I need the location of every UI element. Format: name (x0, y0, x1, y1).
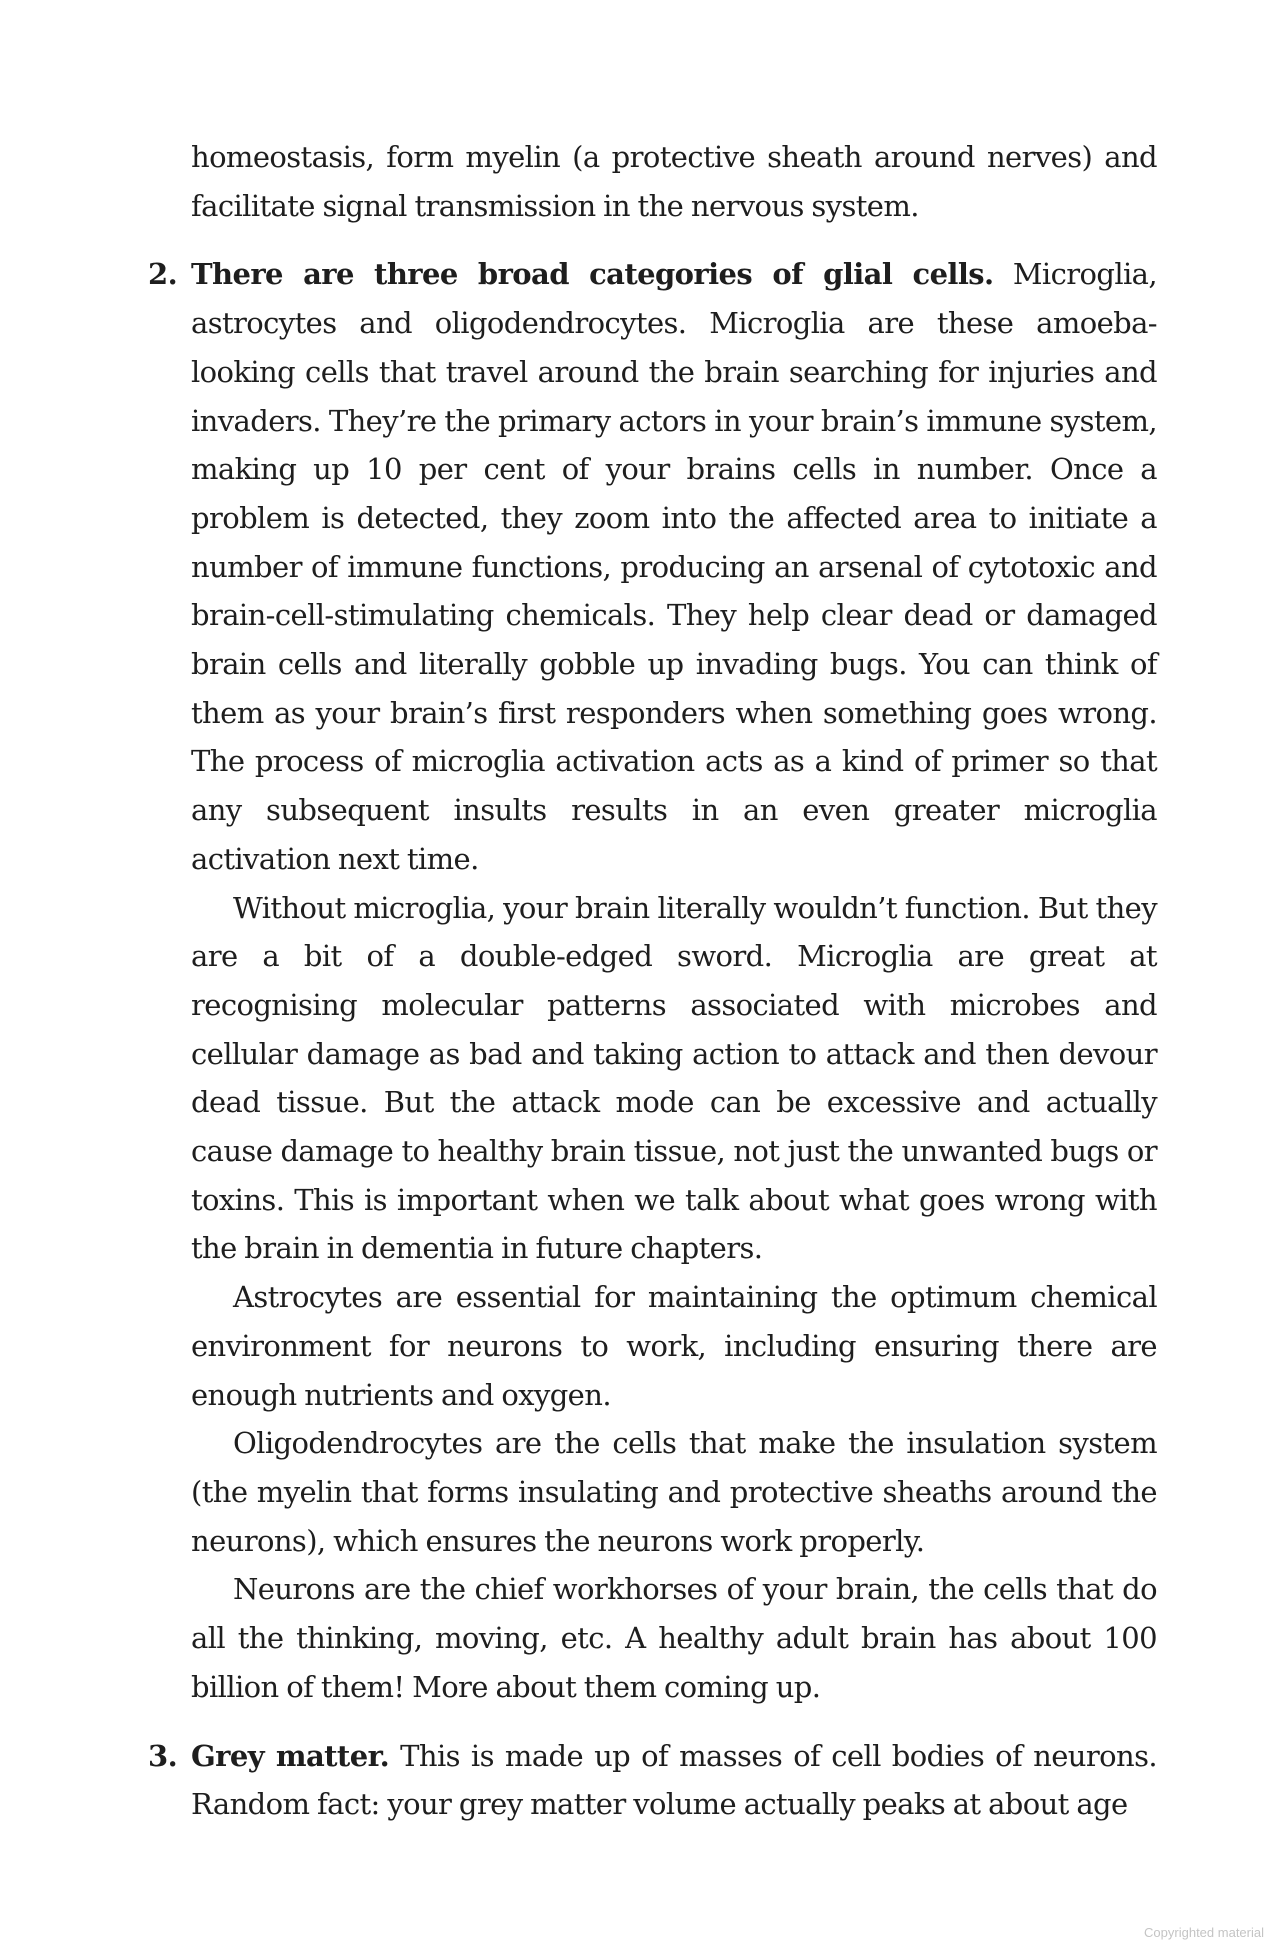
paragraph-astrocytes: Astrocytes are essential for maintaining the optimum chemical environment for neurons to work, including ensuring there are enough nutrients and oxygen. (191, 1280, 1157, 1412)
list-number: 3. (148, 1738, 178, 1773)
paragraph-microglia: Without microglia, your brain literally wouldn’t function. But they are a bit of a double-edged sword. Microglia are great at recognising molecular patterns associated with microbes and cellular damage as bad and taking action to attack and then devour dead tissue. But the attack mode can be excessive and actually cause damage to healthy brain tissue, not just the unwanted bugs or toxins. This is important when we talk about what goes wrong with the brain in dementia in future chapters. (191, 890, 1157, 1266)
copyright-watermark: Copyrighted material (1144, 1925, 1264, 1940)
list-item-lead: Grey matter. (191, 1738, 390, 1773)
list-item-text: Microglia, astrocytes and oligodendrocytes. Microglia are these amoeba-looking cells that travel around the brain searching for injuries and invaders. They’re the primary actors in your brain’s immune system, making up 10 per cent of your brains cells in number. Once a problem is detected, they zoom into the affected area to initiate a number of immune functions, producing an arsenal of cytotoxic and brain-cell-stimulating chemicals. They help clear dead or damaged brain cells and literally gobble up invading bugs. You can think of them as your brain’s first responders when something goes wrong. The process of microglia activation acts as a kind of primer so that any subsequent insults results in an even greater microglia activation next time. (191, 257, 1157, 876)
list-item-glial-cells (148, 250, 1157, 883)
list-item-lead: There are three broad categories of glial cells. (191, 257, 994, 292)
paragraph-oligodendrocytes: Oligodendrocytes are the cells that make the insulation system (the myelin that forms insulating and protective sheaths around the neurons), which ensures the neurons work properly. (191, 1426, 1157, 1558)
list-item-text: This is made up of masses of cell bodies of neurons. Random fact: your grey matter volume actually peaks at about age (191, 1738, 1157, 1822)
page-text-block (148, 133, 1157, 1829)
paragraph-neurons: Neurons are the chief workhorses of your brain, the cells that do all the thinking, moving, etc. A healthy adult brain has about 100 billion of them! More about them coming up. (191, 1572, 1157, 1704)
list-number: 2. (148, 257, 178, 292)
continuation-paragraph: homeostasis, form myelin (a protective sheath around nerves) and facilitate signal transmission in the nervous system. (191, 140, 1157, 223)
list-item-grey-matter (148, 1732, 1157, 1829)
